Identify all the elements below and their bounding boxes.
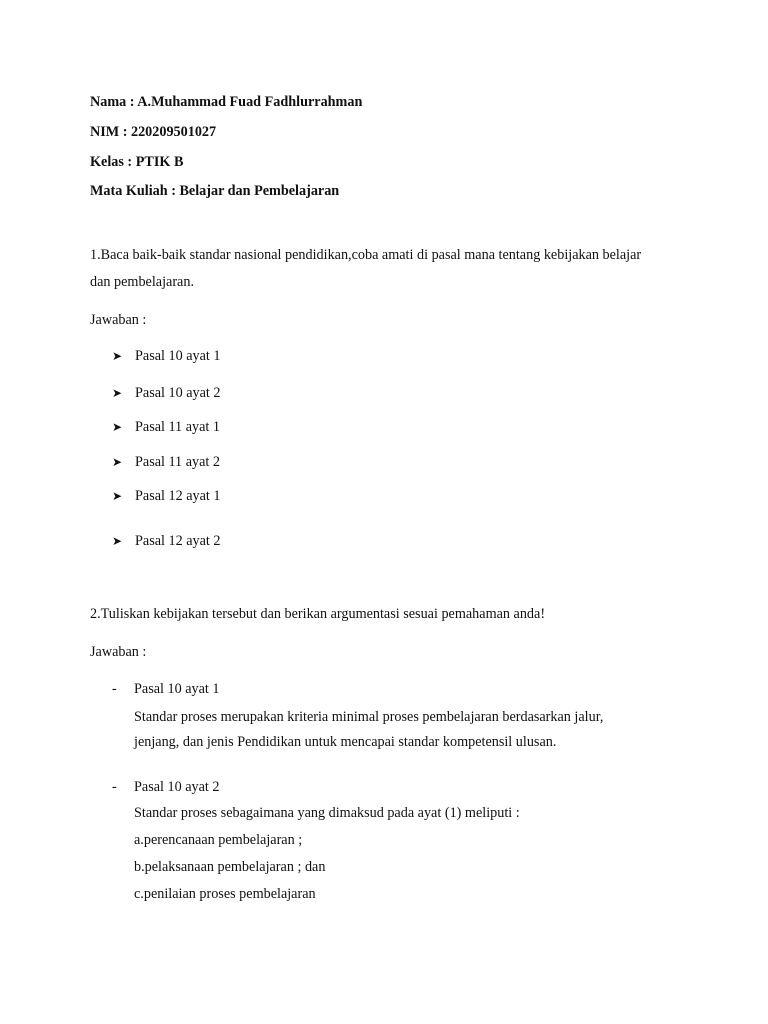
- item-1-title: Pasal 10 ayat 1: [134, 681, 220, 697]
- dash-marker: -: [112, 779, 117, 795]
- question-1-line-1: 1.Baca baik-baik standar nasional pendidikan,coba amati di pasal mana tentang kebijakan belajar: [90, 247, 642, 263]
- list-item-label: Pasal 12 ayat 1: [135, 488, 221, 504]
- item-2-line-2: a.perencanaan pembelajaran ;: [134, 832, 303, 848]
- item-2-title: Pasal 10 ayat 2: [134, 779, 220, 795]
- student-class: Kelas : PTIK B: [90, 154, 184, 170]
- arrow-bullet-icon: ➤: [112, 349, 123, 363]
- arrow-bullet-icon: ➤: [112, 455, 123, 469]
- dash-marker: -: [112, 681, 117, 697]
- list-item: [112, 347, 221, 365]
- question-1-answer-label: Jawaban :: [90, 312, 147, 328]
- question-1-line-2: dan pembelajaran.: [90, 274, 194, 290]
- list-item-label: Pasal 10 ayat 2: [135, 385, 221, 401]
- course-name: Mata Kuliah : Belajar dan Pembelajaran: [90, 183, 340, 199]
- item-2-line-1: Standar proses sebagaimana yang dimaksud pada ayat (1) meliputi :: [134, 805, 520, 821]
- list-item: [112, 418, 220, 436]
- student-nim: NIM : 220209501027: [90, 124, 217, 140]
- item-1-line-1: Standar proses merupakan kriteria minimal proses pembelajaran berdasarkan jalur,: [134, 709, 604, 725]
- list-item-label: Pasal 11 ayat 1: [135, 419, 220, 435]
- student-name: Nama : A.Muhammad Fuad Fadhlurrahman: [90, 94, 363, 110]
- list-item: [112, 487, 221, 505]
- question-2-answer-label: Jawaban :: [90, 644, 147, 660]
- list-item: [112, 384, 221, 402]
- question-2-line-1: 2.Tuliskan kebijakan tersebut dan berikan argumentasi sesuai pemahaman anda!: [90, 606, 546, 622]
- arrow-bullet-icon: ➤: [112, 534, 123, 548]
- arrow-bullet-icon: ➤: [112, 420, 123, 434]
- list-item: [112, 532, 221, 550]
- list-item-label: Pasal 10 ayat 1: [135, 348, 221, 364]
- arrow-bullet-icon: ➤: [112, 386, 123, 400]
- list-item: [112, 453, 220, 471]
- arrow-bullet-icon: ➤: [112, 489, 123, 503]
- item-1-line-2: jenjang, dan jenis Pendidikan untuk mencapai standar kompetensil ulusan.: [134, 734, 557, 750]
- list-item-label: Pasal 11 ayat 2: [135, 454, 220, 470]
- item-2-line-3: b.pelaksanaan pembelajaran ; dan: [134, 859, 326, 875]
- list-item-label: Pasal 12 ayat 2: [135, 533, 221, 549]
- item-2-line-4: c.penilaian proses pembelajaran: [134, 886, 316, 902]
